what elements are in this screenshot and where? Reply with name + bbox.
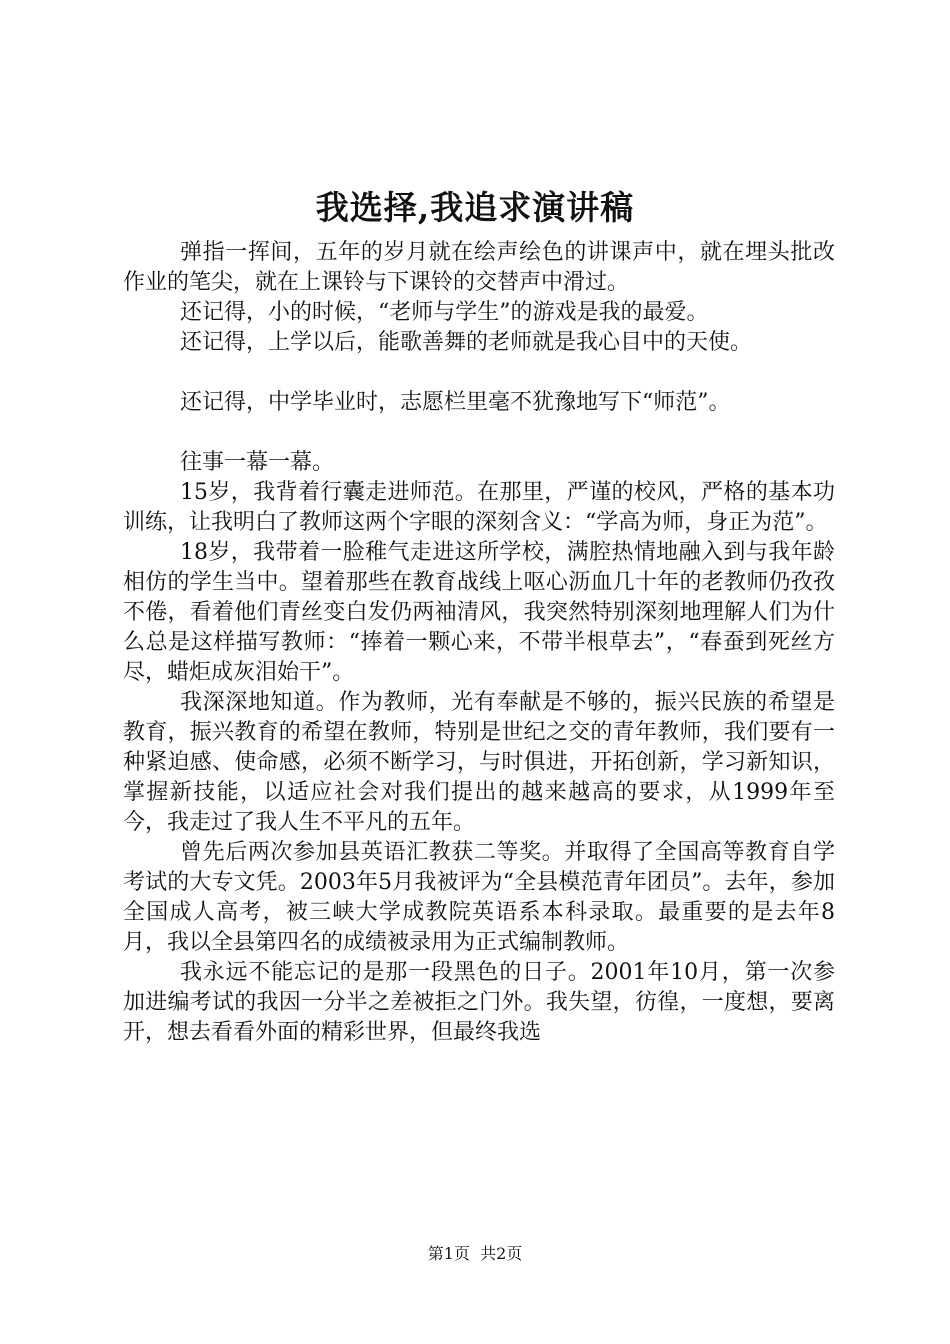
paragraph: 还记得，中学毕业时，志愿栏里毫不犹豫地写下“师范”。 <box>180 390 731 415</box>
paragraph: 我永远不能忘记的是那一段黑色的日子。2001年10月，第一次参加进编考试的我因一分半之差被拒之门外。我失望，彷徨，一度想，要离开，想去看看外面的精彩世界，但最终我选 <box>123 960 835 1045</box>
paragraph: 我深深地知道。作为教师，光有奉献是不够的，振兴民族的希望是教育，振兴教育的希望在教师，特别是世纪之交的青年教师，我们要有一种紧迫感、使命感，必须不断学习，与时俱进，开拓创新，学习新知识，掌握新技能，以适应社会对我们提出的越来越高的要求，从1999年至今，我走过了我人生不平凡的五年。 <box>123 690 835 835</box>
document-body <box>123 238 835 1048</box>
paragraph: 还记得，上学以后，能歌善舞的老师就是我心目中的天使。 <box>180 330 753 355</box>
document-title: 我选择,我追求演讲稿 <box>315 188 635 227</box>
paragraph: 15岁，我背着行囊走进师范。在那里，严谨的校风，严格的基本功训练，让我明白了教师这两个字眼的深刻含义：“学高为师，身正为范”。 <box>123 480 835 535</box>
paragraph: 还记得，小的时候，“老师与学生”的游戏是我的最爱。 <box>180 300 709 325</box>
paragraph: 18岁，我带着一脸稚气走进这所学校，满腔热情地融入到与我年龄相仿的学生当中。望着那些在教育战线上呕心沥血几十年的老教师仍孜孜不倦，看着他们青丝变白发仍两袖清风，我突然特别深刻地理解人们为什么总是这样描写教师：“捧着一颗心来，不带半根草去”，“春蚕到死丝方尽，蜡炬成灰泪始干”。 <box>123 540 835 685</box>
paragraph: 弹指一挥间，五年的岁月就在绘声绘色的讲课声中，就在埋头批改作业的笔尖，就在上课铃与下课铃的交替声中滑过。 <box>123 240 835 295</box>
paragraph: 往事一幕一幕。 <box>180 450 335 475</box>
page-number: 第1页 共2页 <box>427 1244 523 1263</box>
paragraph: 曾先后两次参加县英语汇教获二等奖。并取得了全国高等教育自学考试的大专文凭。2003年5月我被评为“全县模范青年团员”。去年，参加全国成人高考，被三峡大学成教院英语系本科录取。最重要的是去年8月，我以全县第四名的成绩被录用为正式编制教师。 <box>123 840 835 955</box>
page-footer <box>0 1244 950 1264</box>
